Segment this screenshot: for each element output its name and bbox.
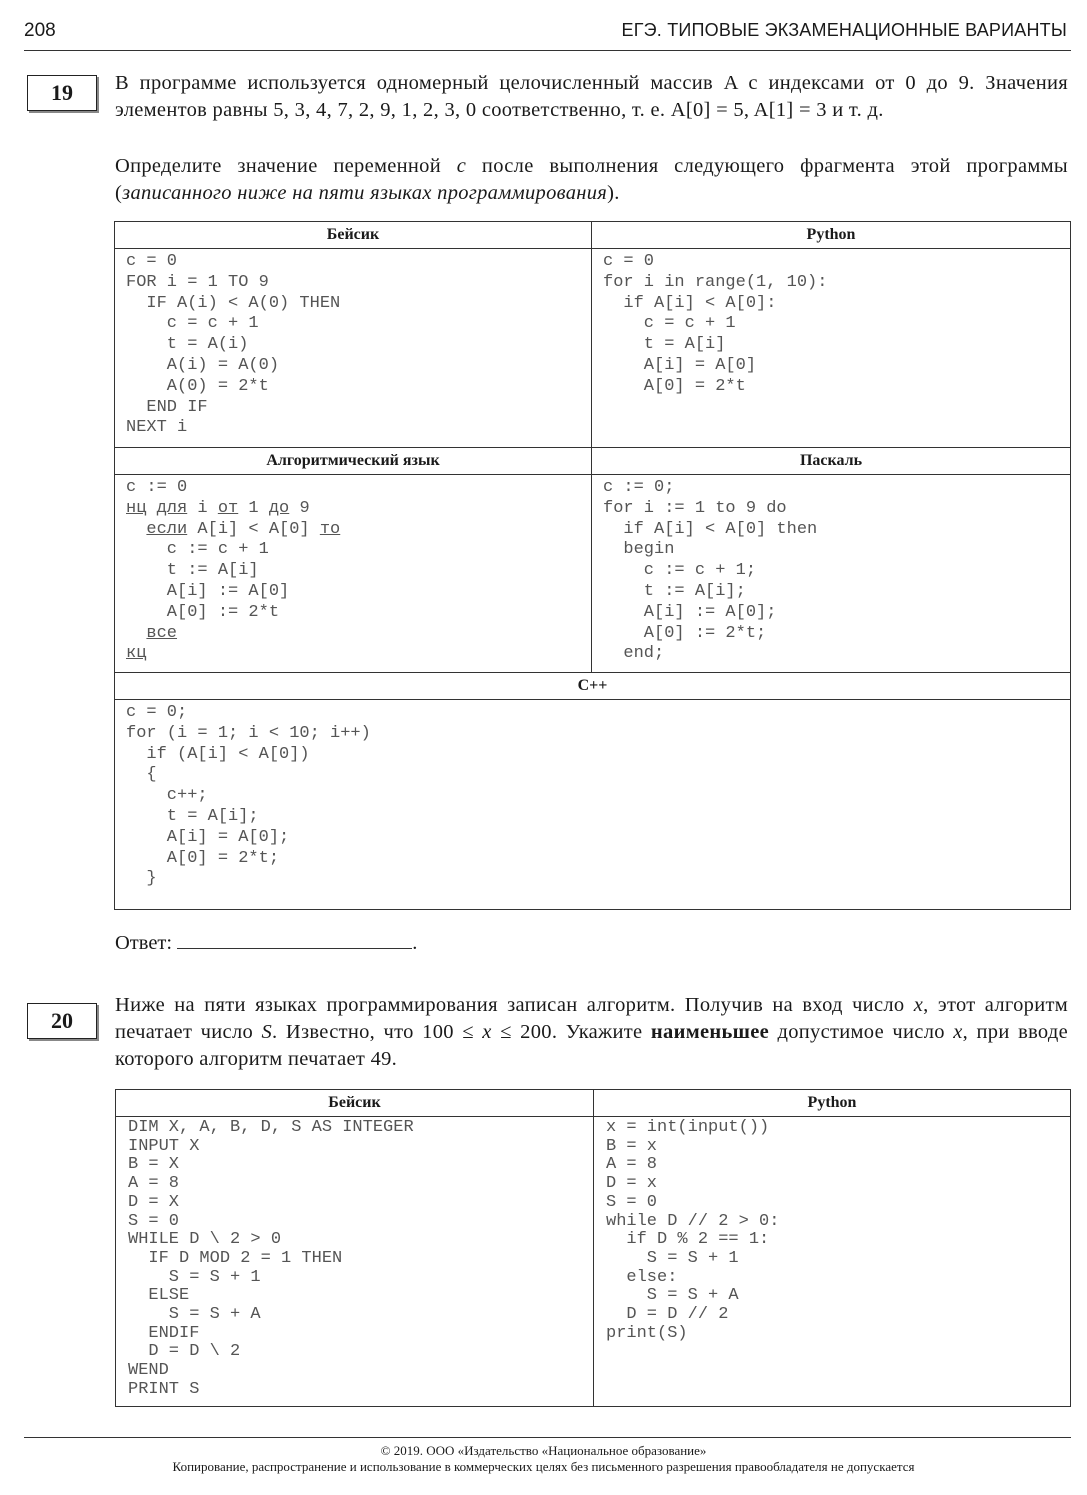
page-number: 208 [24,20,56,41]
code-cpp: c = 0; for (i = 1; i < 10; i++) if (A[i] < A[0]) { c++; t = A[i]; A[i] = A[0]; A[0] = 2*t; } [126,703,371,889]
header-pascal: Паскаль [592,448,1071,475]
answer-field[interactable] [177,930,412,949]
answer-period: . [412,932,418,954]
answer-row [115,930,417,955]
header-cpp: C++ [115,673,1071,700]
code-python: x = int(input()) B = x A = 8 D = x S = 0 while D // 2 > 0: if D % 2 == 1: S = S + 1 else: S = S + A D = D // 2 print(S) [606,1118,780,1343]
code-basic: c = 0 FOR i = 1 TO 9 IF A(i) < A(0) THEN c = c + 1 t = A(i) A(i) = A(0) A(0) = 2*t END IF NEXT i [126,252,341,438]
header-basic: Бейсик [116,1090,594,1117]
task-19-number-box: 19 [27,75,97,111]
header-python: Python [592,222,1071,249]
task-19-code-table [114,221,1071,910]
code-cell-cpp [115,700,1071,910]
task-20-code-table [115,1089,1071,1407]
code-cell-pascal [592,475,1071,673]
code-cell-python [592,249,1071,448]
task-19-question: Определите значение переменной c после выполнения следующего фрагмента этой программы (записанного ниже на пяти языках программирования). [115,155,1069,204]
code-python: c = 0 for i in range(1, 10): if A[i] < A[0]: c = c + 1 t = A[i] A[i] = A[0] A[0] = 2*t [603,252,828,396]
header-algo: Алгоритмический язык [115,448,592,475]
code-pascal: c := 0; for i := 1 to 9 do if A[i] < A[0] then begin c := c + 1; t := A[i]; A[i] := A[0]; A[0] := 2*t; end; [603,478,818,664]
header-basic: Бейсик [115,222,592,249]
footer-copyright: © 2019. ООО «Издательство «Национальное образование» [380,1443,707,1458]
code-cell-python [594,1117,1071,1407]
header-python: Python [594,1090,1071,1117]
task-20-statement: Ниже на пяти языках программирования записан алгоритм. Получив на вход число x, этот алгоритм печатает число S. Известно, что 100 ≤ x ≤ 200. Укажите наименьшее допустимое число x, при вводе которого алгоритм печатает 49. [115,994,1069,1070]
header-divider [24,50,1071,51]
code-cell-algo [115,475,592,673]
code-algo: c := 0 нц для i от 1 до 9 если A[i] < A[0] то c := c + 1 t := A[i] A[i] := A[0] A[0] := 2*t все кц [126,478,341,664]
footer-divider [24,1437,1071,1438]
code-basic: DIM X, A, B, D, S AS INTEGER INPUT X B = X A = 8 D = X S = 0 WHILE D \ 2 > 0 IF D MOD 2 = 1 THEN S = S + 1 ELSE S = S + A ENDIF D = D \ 2 WEND PRINT S [128,1118,414,1399]
code-cell-basic [116,1117,594,1407]
footer-notice: Копирование, распространение и использование в коммерческих целях без письменного разрешения правообладателя не допускается [172,1459,915,1474]
running-title: ЕГЭ. ТИПОВЫЕ ЭКЗАМЕНАЦИОННЫЕ ВАРИАНТЫ [621,20,1067,40]
answer-label: Ответ: [115,932,173,954]
task-20-number-box: 20 [27,1003,97,1039]
code-cell-basic [115,249,592,448]
task-19-statement: В программе используется одномерный целочисленный массив A с индексами от 0 до 9. Значения элементов равны 5, 3, 4, 7, 2, 9, 1, 2, 3, 0 соответственно, т. е. A[0] = 5, A[1] = 3 и т. д. [115,72,1068,121]
